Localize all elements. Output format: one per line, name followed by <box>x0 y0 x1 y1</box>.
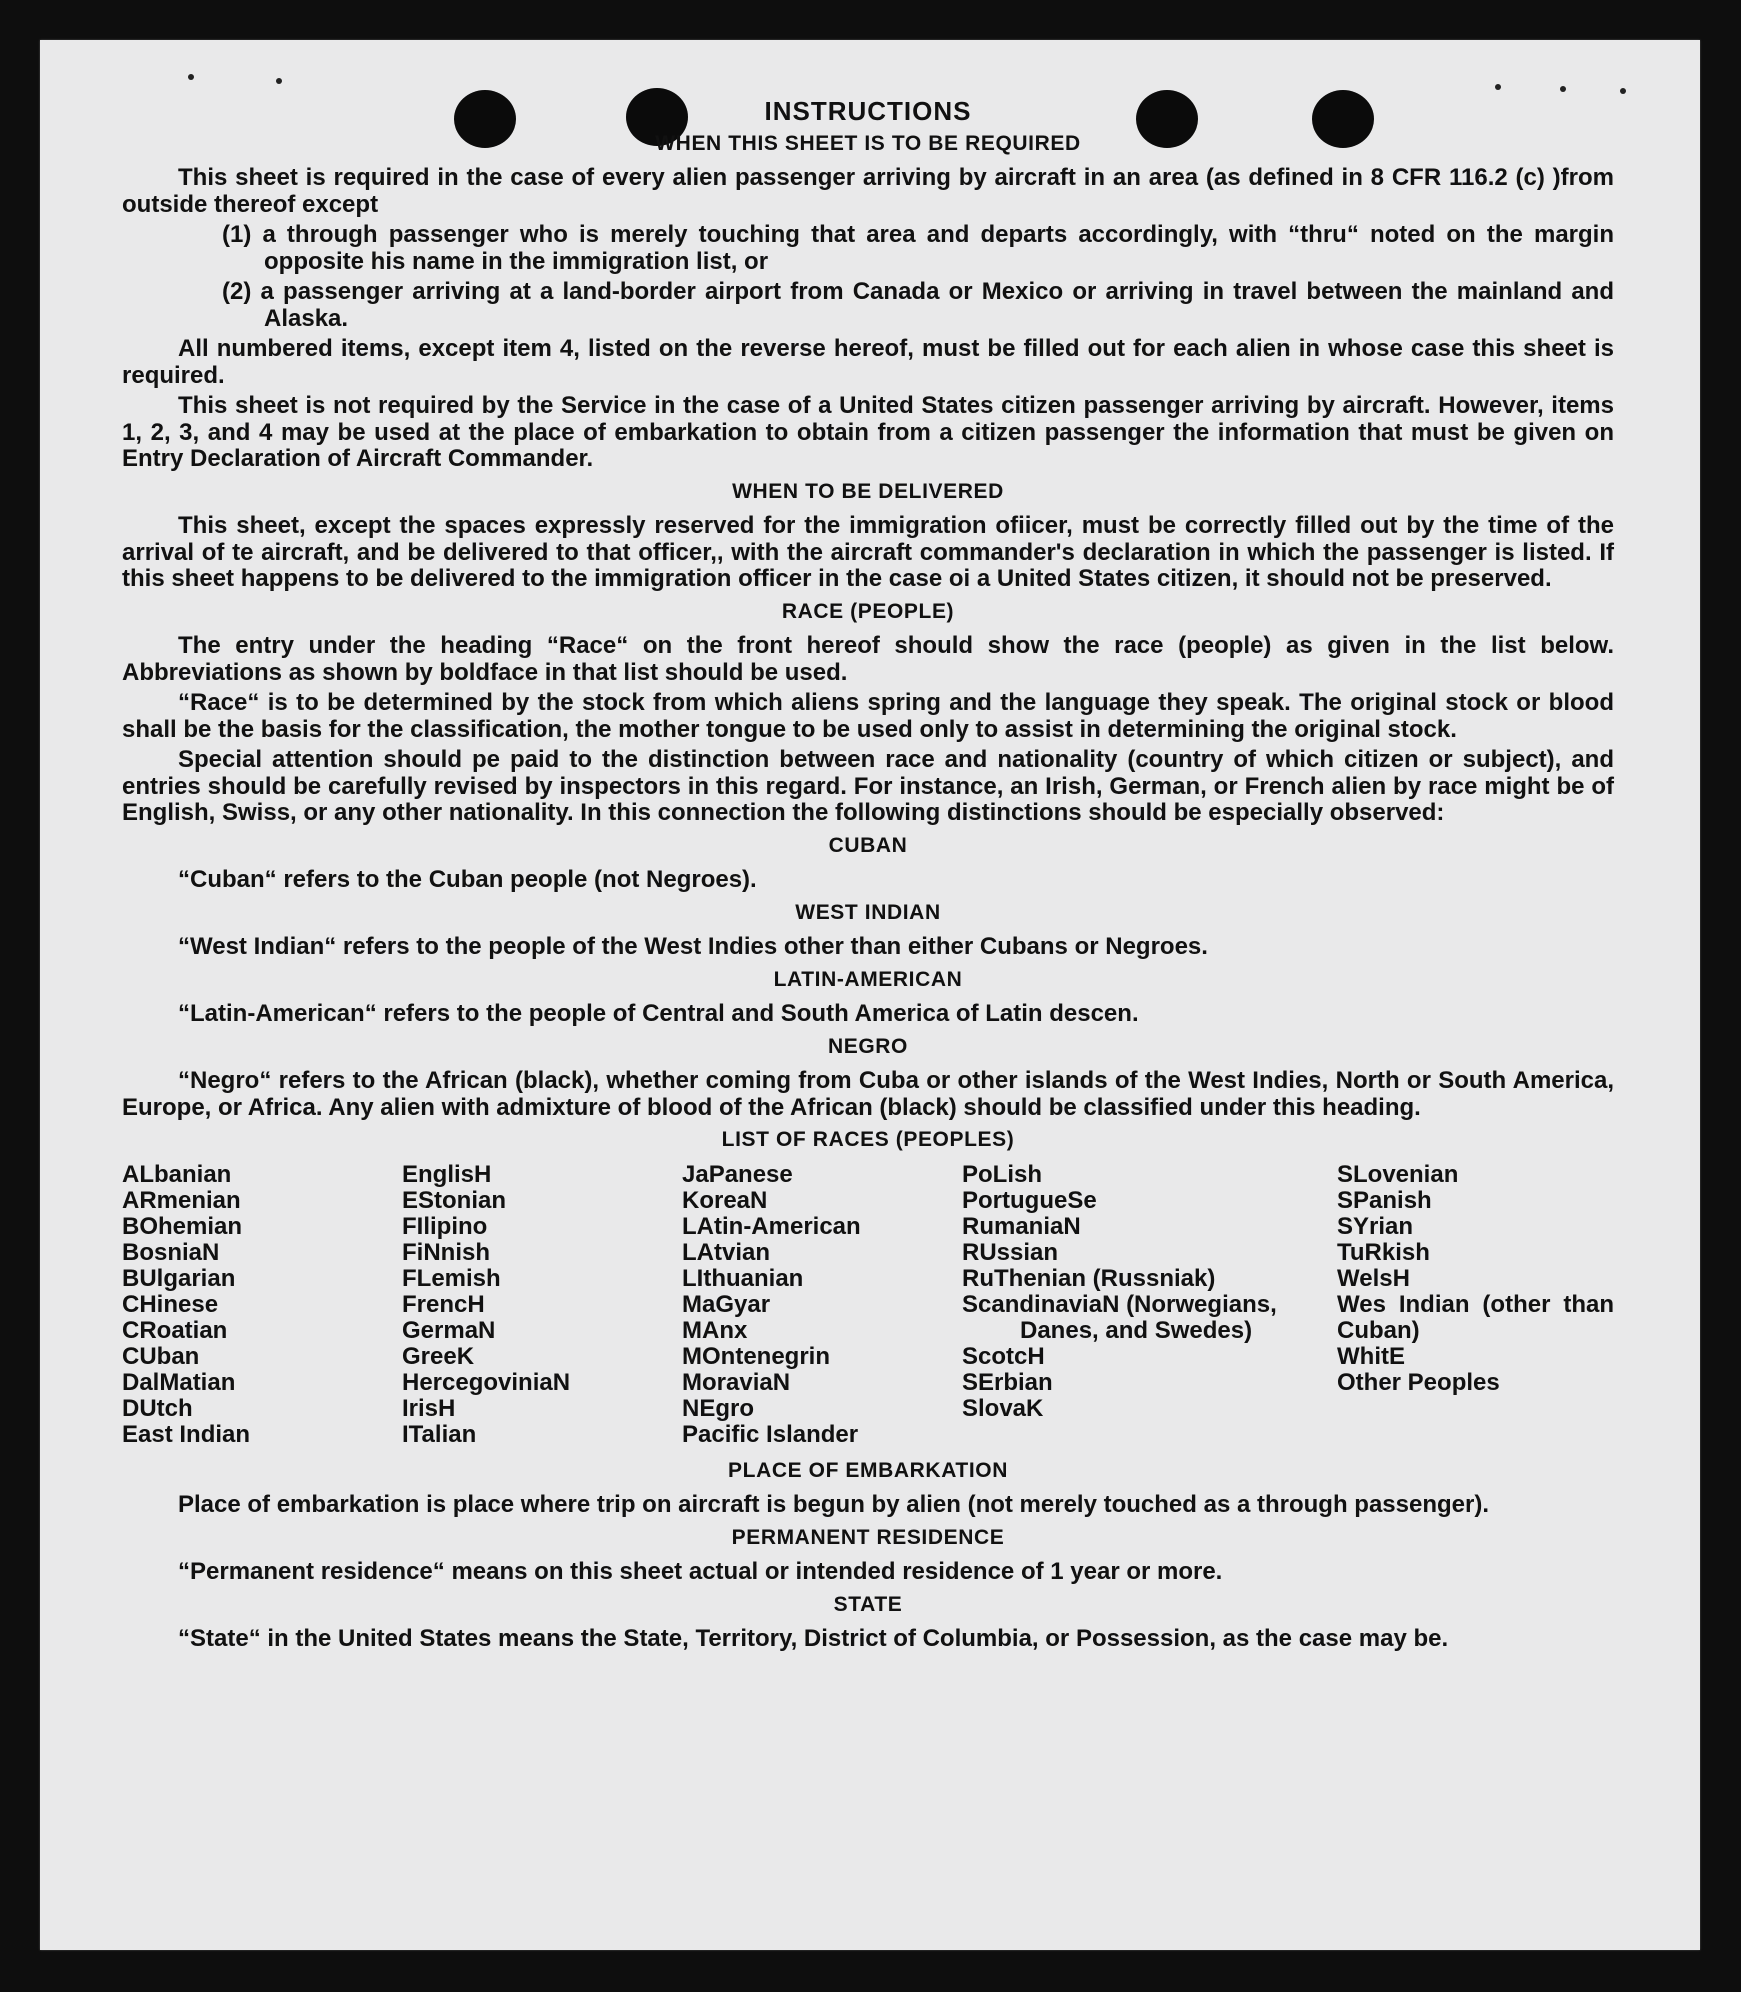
instructions-content <box>122 98 1614 1657</box>
section-title: WEST INDIAN <box>795 900 941 924</box>
speck <box>276 78 282 84</box>
section-title: WHEN TO BE DELIVERED <box>732 479 1004 503</box>
races-column <box>1337 1162 1614 1448</box>
race-item: SlovaK <box>962 1394 1044 1422</box>
race-item: ARmenian <box>122 1186 241 1214</box>
paragraph: “Race“ is to be determined by the stock from which aliens spring and the language they speak. The original stock or blood shall be the basis for the classification, the mother tongue to be used only to assist in determining the original stock. <box>122 689 1614 743</box>
paragraph: “Cuban“ refers to the Cuban people (not Negroes). <box>178 866 757 893</box>
section-title: PLACE OF EMBARKATION <box>728 1458 1008 1482</box>
race-item: GermaN <box>402 1316 496 1344</box>
race-item: WelsH <box>1337 1264 1410 1292</box>
race-item: CRoatian <box>122 1316 228 1344</box>
paragraph: “West Indian“ refers to the people of the West Indies other than either Cubans or Negroes. <box>178 933 1208 960</box>
section-title: CUBAN <box>828 833 908 857</box>
races-column <box>682 1162 962 1448</box>
race-item: Other Peoples <box>1337 1368 1500 1396</box>
paragraph: This sheet, except the spaces expressly reserved for the immigration ofiicer, must be correctly filled out by the time of the arrival of te aircraft, and be delivered to that officer,, with the aircraft commander's declaration in which the passenger is listed. If this sheet happens to be delivered to the immigration officer in the case oi a United States citizen, it should not be preserved. <box>122 512 1614 592</box>
races-column <box>402 1162 682 1448</box>
race-item: LAtvian <box>682 1238 771 1266</box>
race-item: ALbanian <box>122 1160 232 1188</box>
race-item: ScandinaviaN (Norwegians, Danes, and Swedes) <box>962 1290 1277 1344</box>
race-item: ITalian <box>402 1420 477 1448</box>
race-item: East Indian <box>122 1420 251 1448</box>
speck <box>1620 88 1626 94</box>
race-item: SPanish <box>1337 1186 1432 1214</box>
race-item: SLovenian <box>1337 1160 1459 1188</box>
race-item: BosniaN <box>122 1238 220 1266</box>
speck <box>1560 86 1566 92</box>
race-item: RumaniaN <box>962 1212 1081 1240</box>
paragraph: “Latin-American“ refers to the people of Central and South America of Latin descen. <box>178 1000 1139 1027</box>
race-item: TuRkish <box>1337 1238 1430 1266</box>
paragraph: The entry under the heading “Race“ on the front hereof should show the race (people) as given in the list below. Abbreviations as shown by boldface in that list should be used. <box>122 632 1614 686</box>
race-item: EnglisH <box>402 1160 492 1188</box>
race-item: ScotcH <box>962 1342 1045 1370</box>
race-item: CUban <box>122 1342 200 1370</box>
race-item: SErbian <box>962 1368 1053 1396</box>
paragraph: “Negro“ refers to the African (black), whether coming from Cuba or other islands of the West Indies, North or South America, Europe, or Africa. Any alien with admixture of blood of the African (black) should be classified under this heading. <box>122 1067 1614 1121</box>
section-title: RACE (PEOPLE) <box>781 599 955 623</box>
section-title: STATE <box>833 1592 903 1616</box>
races-list <box>122 1162 1614 1448</box>
race-item: SYrian <box>1337 1212 1414 1240</box>
race-item: MAnx <box>682 1316 748 1344</box>
races-column <box>962 1162 1337 1448</box>
race-item: PoLish <box>962 1160 1043 1188</box>
race-item: FLemish <box>402 1264 501 1292</box>
section-title: LIST OF RACES (PEOPLES) <box>721 1128 1015 1151</box>
race-item: GreeK <box>402 1342 475 1370</box>
list-item: (2) a passenger arriving at a land-border airport from Canada or Mexico or arriving in travel between the mainland and Alaska. <box>222 278 1614 332</box>
race-item: NEgro <box>682 1394 754 1422</box>
race-item: MoraviaN <box>682 1368 791 1396</box>
race-item: PortugueSe <box>962 1186 1097 1214</box>
section-title: PERMANENT RESIDENCE <box>731 1525 1005 1549</box>
page-title: INSTRUCTIONS <box>764 96 972 126</box>
paragraph: “Permanent residence“ means on this sheet actual or intended residence of 1 year or more. <box>178 1558 1223 1585</box>
race-item: CHinese <box>122 1290 219 1318</box>
race-item: BOhemian <box>122 1212 243 1240</box>
race-item: RUssian <box>962 1238 1059 1266</box>
race-item: EStonian <box>402 1186 507 1214</box>
race-item: FiNnish <box>402 1238 490 1266</box>
race-item: RuThenian (Russniak) <box>962 1264 1216 1292</box>
race-item: DUtch <box>122 1394 193 1422</box>
race-item: Pacific Islander <box>682 1420 859 1448</box>
race-item: KoreaN <box>682 1186 768 1214</box>
race-item: FrencH <box>402 1290 485 1318</box>
list-item: (1) a through passenger who is merely touching that area and departs accordingly, with “thru“ noted on the margin opposite his name in the immigration list, or <box>222 221 1614 275</box>
section-title: LATIN-AMERICAN <box>773 967 963 991</box>
paragraph: This sheet is required in the case of every alien passenger arriving by aircraft in an area (as defined in 8 CFR 116.2 (c) )from outside thereof except <box>122 164 1614 218</box>
race-item: IrisH <box>402 1394 456 1422</box>
race-item: BUlgarian <box>122 1264 236 1292</box>
races-column <box>122 1162 402 1448</box>
race-item: WhitE <box>1337 1342 1405 1370</box>
race-item: MaGyar <box>682 1290 771 1318</box>
speck <box>188 74 194 80</box>
race-item: Wes Indian (other than Cuban) <box>1337 1290 1614 1344</box>
paragraph: Special attention should pe paid to the distinction between race and nationality (country of which citizen or subject), and entries should be carefully revised by inspectors in this regard. For instance, an Irish, German, or French alien by race might be of English, Swiss, or any other nationality. In this connection the following distinctions should be especially observed: <box>122 746 1614 826</box>
race-item: LAtin-American <box>682 1212 861 1240</box>
speck <box>1495 84 1501 90</box>
race-item: JaPanese <box>682 1160 793 1188</box>
paragraph: All numbered items, except item 4, listed on the reverse hereof, must be filled out for each alien in whose case this sheet is required. <box>122 335 1614 389</box>
race-item: MOntenegrin <box>682 1342 830 1370</box>
paragraph: “State“ in the United States means the State, Territory, District of Columbia, or Possession, as the case may be. <box>178 1625 1449 1652</box>
document-sheet <box>40 40 1700 1950</box>
section-title: WHEN THIS SHEET IS TO BE REQUIRED <box>655 131 1081 155</box>
section-title: NEGRO <box>827 1034 908 1058</box>
paragraph: This sheet is not required by the Service in the case of a United States citizen passenger arriving by aircraft. However, items 1, 2, 3, and 4 may be used at the place of embarkation to obtain from a citizen passenger the information that must be given on Entry Declaration of Aircraft Commander. <box>122 392 1614 472</box>
race-item: LIthuanian <box>682 1264 804 1292</box>
paragraph: Place of embarkation is place where trip on aircraft is begun by alien (not merely touched as a through passenger). <box>178 1491 1489 1518</box>
race-item: DalMatian <box>122 1368 236 1396</box>
race-item: FIlipino <box>402 1212 488 1240</box>
race-item: HercegoviniaN <box>402 1368 571 1396</box>
